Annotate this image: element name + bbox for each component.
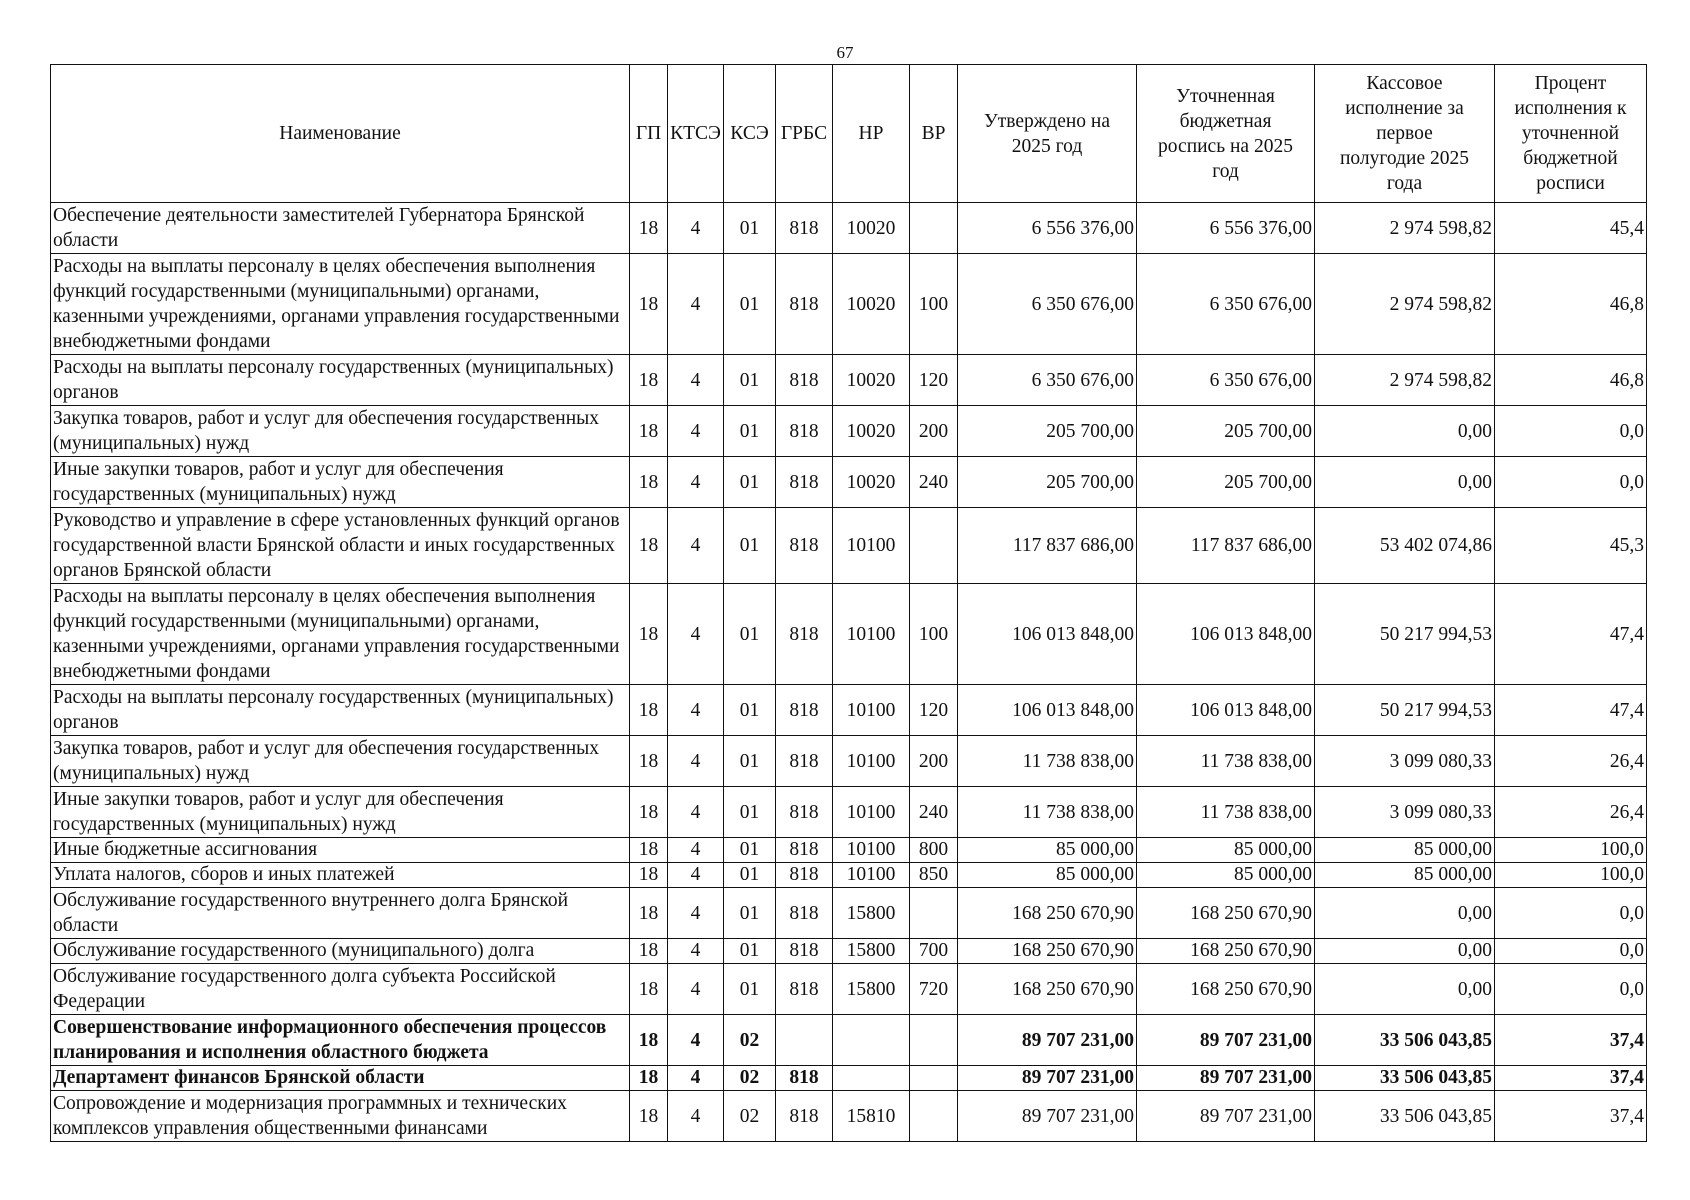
cell-ktse: 4 bbox=[668, 888, 724, 939]
cell-approved: 6 556 376,00 bbox=[958, 203, 1137, 254]
cell-gp: 18 bbox=[630, 203, 668, 254]
cell-ktse: 4 bbox=[668, 1015, 724, 1066]
cell-revised: 89 707 231,00 bbox=[1137, 1015, 1315, 1066]
cell-name: Уплата налогов, сборов и иных платежей bbox=[51, 863, 630, 888]
cell-gp: 18 bbox=[630, 1015, 668, 1066]
cell-revised: 168 250 670,90 bbox=[1137, 888, 1315, 939]
table-row bbox=[51, 838, 1647, 863]
table-row bbox=[51, 1091, 1647, 1142]
page-number: 67 bbox=[836, 43, 854, 62]
cell-approved: 85 000,00 bbox=[958, 838, 1137, 863]
cell-nr: 15810 bbox=[833, 1091, 910, 1142]
cell-gp: 18 bbox=[630, 254, 668, 355]
cell-ktse: 4 bbox=[668, 508, 724, 584]
cell-vr: 100 bbox=[910, 584, 958, 685]
cell-vr bbox=[910, 1066, 958, 1091]
cell-executed: 85 000,00 bbox=[1315, 838, 1495, 863]
cell-approved: 11 738 838,00 bbox=[958, 787, 1137, 838]
cell-name: Обслуживание государственного (муниципального) долга bbox=[51, 939, 630, 964]
cell-kse: 01 bbox=[724, 888, 776, 939]
cell-ktse: 4 bbox=[668, 406, 724, 457]
cell-name: Обслуживание государственного долга субъекта Российской Федерации bbox=[51, 964, 630, 1015]
cell-name: Расходы на выплаты персоналу государственных (муниципальных) органов bbox=[51, 355, 630, 406]
cell-grbs: 818 bbox=[776, 406, 833, 457]
cell-revised: 6 350 676,00 bbox=[1137, 355, 1315, 406]
cell-revised: 106 013 848,00 bbox=[1137, 584, 1315, 685]
cell-executed: 0,00 bbox=[1315, 964, 1495, 1015]
cell-ktse: 4 bbox=[668, 685, 724, 736]
cell-name: Обеспечение деятельности заместителей Губернатора Брянской области bbox=[51, 203, 630, 254]
cell-executed: 0,00 bbox=[1315, 888, 1495, 939]
cell-vr bbox=[910, 203, 958, 254]
cell-kse: 01 bbox=[724, 685, 776, 736]
cell-kse: 01 bbox=[724, 355, 776, 406]
cell-name: Закупка товаров, работ и услуг для обеспечения государственных (муниципальных) нужд bbox=[51, 736, 630, 787]
table-row bbox=[51, 685, 1647, 736]
cell-revised: 205 700,00 bbox=[1137, 406, 1315, 457]
cell-name: Руководство и управление в сфере установленных функций органов государственной власти Брянской области и иных государственных органов Брянской области bbox=[51, 508, 630, 584]
header-ktse: КТСЭ bbox=[668, 65, 724, 203]
header-percent: Процент исполнения к уточненной бюджетной росписи bbox=[1495, 65, 1647, 203]
cell-vr: 200 bbox=[910, 736, 958, 787]
cell-name: Совершенствование информационного обеспечения процессов планирования и исполнения областного бюджета bbox=[51, 1015, 630, 1066]
cell-percent: 45,3 bbox=[1495, 508, 1647, 584]
cell-grbs: 818 bbox=[776, 254, 833, 355]
cell-revised: 85 000,00 bbox=[1137, 838, 1315, 863]
cell-gp: 18 bbox=[630, 939, 668, 964]
table-row bbox=[51, 964, 1647, 1015]
cell-grbs: 818 bbox=[776, 685, 833, 736]
cell-gp: 18 bbox=[630, 457, 668, 508]
cell-grbs: 818 bbox=[776, 888, 833, 939]
cell-percent: 26,4 bbox=[1495, 736, 1647, 787]
cell-approved: 106 013 848,00 bbox=[958, 685, 1137, 736]
cell-revised: 168 250 670,90 bbox=[1137, 939, 1315, 964]
cell-percent: 45,4 bbox=[1495, 203, 1647, 254]
cell-nr: 10100 bbox=[833, 508, 910, 584]
cell-ktse: 4 bbox=[668, 964, 724, 1015]
cell-executed: 3 099 080,33 bbox=[1315, 736, 1495, 787]
cell-nr: 10020 bbox=[833, 355, 910, 406]
cell-grbs: 818 bbox=[776, 939, 833, 964]
table-row bbox=[51, 1066, 1647, 1091]
cell-kse: 01 bbox=[724, 736, 776, 787]
cell-revised: 11 738 838,00 bbox=[1137, 736, 1315, 787]
cell-approved: 11 738 838,00 bbox=[958, 736, 1137, 787]
cell-approved: 89 707 231,00 bbox=[958, 1066, 1137, 1091]
cell-percent: 0,0 bbox=[1495, 888, 1647, 939]
cell-grbs: 818 bbox=[776, 1091, 833, 1142]
cell-nr: 10020 bbox=[833, 203, 910, 254]
cell-kse: 01 bbox=[724, 787, 776, 838]
cell-approved: 168 250 670,90 bbox=[958, 964, 1137, 1015]
table-row bbox=[51, 254, 1647, 355]
table-row bbox=[51, 939, 1647, 964]
cell-vr: 700 bbox=[910, 939, 958, 964]
cell-grbs: 818 bbox=[776, 863, 833, 888]
cell-executed: 50 217 994,53 bbox=[1315, 685, 1495, 736]
cell-gp: 18 bbox=[630, 685, 668, 736]
cell-name: Иные закупки товаров, работ и услуг для обеспечения государственных (муниципальных) нужд bbox=[51, 787, 630, 838]
table-row bbox=[51, 355, 1647, 406]
cell-percent: 47,4 bbox=[1495, 685, 1647, 736]
table-row bbox=[51, 888, 1647, 939]
cell-approved: 6 350 676,00 bbox=[958, 355, 1137, 406]
cell-gp: 18 bbox=[630, 1091, 668, 1142]
header-nr: НР bbox=[833, 65, 910, 203]
cell-kse: 01 bbox=[724, 863, 776, 888]
table-row bbox=[51, 508, 1647, 584]
header-approved: Утверждено на 2025 год bbox=[958, 65, 1137, 203]
cell-nr: 10100 bbox=[833, 584, 910, 685]
cell-nr: 10020 bbox=[833, 406, 910, 457]
cell-revised: 6 556 376,00 bbox=[1137, 203, 1315, 254]
cell-name: Иные бюджетные ассигнования bbox=[51, 838, 630, 863]
table-row bbox=[51, 1015, 1647, 1066]
cell-nr: 15800 bbox=[833, 939, 910, 964]
cell-gp: 18 bbox=[630, 508, 668, 584]
cell-nr: 10100 bbox=[833, 863, 910, 888]
cell-gp: 18 bbox=[630, 406, 668, 457]
cell-name: Сопровождение и модернизация программных и технических комплексов управления общественными финансами bbox=[51, 1091, 630, 1142]
header-name: Наименование bbox=[51, 65, 630, 203]
cell-percent: 100,0 bbox=[1495, 863, 1647, 888]
cell-grbs: 818 bbox=[776, 508, 833, 584]
cell-percent: 0,0 bbox=[1495, 964, 1647, 1015]
cell-grbs: 818 bbox=[776, 203, 833, 254]
cell-percent: 26,4 bbox=[1495, 787, 1647, 838]
cell-gp: 18 bbox=[630, 584, 668, 685]
cell-percent: 0,0 bbox=[1495, 939, 1647, 964]
cell-nr: 10020 bbox=[833, 457, 910, 508]
cell-ktse: 4 bbox=[668, 203, 724, 254]
cell-name: Иные закупки товаров, работ и услуг для обеспечения государственных (муниципальных) нужд bbox=[51, 457, 630, 508]
cell-vr: 240 bbox=[910, 457, 958, 508]
cell-grbs: 818 bbox=[776, 355, 833, 406]
cell-revised: 117 837 686,00 bbox=[1137, 508, 1315, 584]
cell-executed: 33 506 043,85 bbox=[1315, 1015, 1495, 1066]
cell-gp: 18 bbox=[630, 787, 668, 838]
cell-gp: 18 bbox=[630, 736, 668, 787]
cell-revised: 6 350 676,00 bbox=[1137, 254, 1315, 355]
cell-ktse: 4 bbox=[668, 355, 724, 406]
cell-kse: 01 bbox=[724, 584, 776, 685]
cell-vr: 800 bbox=[910, 838, 958, 863]
cell-kse: 02 bbox=[724, 1015, 776, 1066]
cell-percent: 47,4 bbox=[1495, 584, 1647, 685]
cell-executed: 33 506 043,85 bbox=[1315, 1091, 1495, 1142]
cell-nr: 10100 bbox=[833, 685, 910, 736]
cell-nr: 15800 bbox=[833, 964, 910, 1015]
table-row bbox=[51, 736, 1647, 787]
cell-ktse: 4 bbox=[668, 457, 724, 508]
cell-nr: 10100 bbox=[833, 736, 910, 787]
table-row bbox=[51, 787, 1647, 838]
cell-executed: 2 974 598,82 bbox=[1315, 203, 1495, 254]
table-row bbox=[51, 584, 1647, 685]
cell-vr bbox=[910, 1091, 958, 1142]
cell-executed: 2 974 598,82 bbox=[1315, 355, 1495, 406]
cell-vr: 720 bbox=[910, 964, 958, 1015]
cell-gp: 18 bbox=[630, 355, 668, 406]
cell-revised: 89 707 231,00 bbox=[1137, 1066, 1315, 1091]
cell-percent: 46,8 bbox=[1495, 355, 1647, 406]
cell-nr bbox=[833, 1015, 910, 1066]
cell-revised: 168 250 670,90 bbox=[1137, 964, 1315, 1015]
cell-ktse: 4 bbox=[668, 1091, 724, 1142]
cell-executed: 0,00 bbox=[1315, 939, 1495, 964]
cell-percent: 37,4 bbox=[1495, 1091, 1647, 1142]
cell-kse: 02 bbox=[724, 1091, 776, 1142]
cell-ktse: 4 bbox=[668, 584, 724, 685]
cell-approved: 89 707 231,00 bbox=[958, 1015, 1137, 1066]
cell-approved: 117 837 686,00 bbox=[958, 508, 1137, 584]
cell-approved: 205 700,00 bbox=[958, 457, 1137, 508]
cell-approved: 168 250 670,90 bbox=[958, 939, 1137, 964]
cell-kse: 01 bbox=[724, 508, 776, 584]
table-row bbox=[51, 457, 1647, 508]
cell-kse: 02 bbox=[724, 1066, 776, 1091]
header-kse: КСЭ bbox=[724, 65, 776, 203]
cell-revised: 106 013 848,00 bbox=[1137, 685, 1315, 736]
cell-approved: 89 707 231,00 bbox=[958, 1091, 1137, 1142]
cell-approved: 168 250 670,90 bbox=[958, 888, 1137, 939]
cell-executed: 3 099 080,33 bbox=[1315, 787, 1495, 838]
table-header-row bbox=[51, 65, 1647, 203]
cell-name: Закупка товаров, работ и услуг для обеспечения государственных (муниципальных) нужд bbox=[51, 406, 630, 457]
cell-nr: 10020 bbox=[833, 254, 910, 355]
cell-nr: 10100 bbox=[833, 787, 910, 838]
cell-executed: 0,00 bbox=[1315, 457, 1495, 508]
cell-kse: 01 bbox=[724, 406, 776, 457]
cell-percent: 100,0 bbox=[1495, 838, 1647, 863]
cell-grbs: 818 bbox=[776, 457, 833, 508]
cell-name: Департамент финансов Брянской области bbox=[51, 1066, 630, 1091]
cell-percent: 37,4 bbox=[1495, 1066, 1647, 1091]
cell-gp: 18 bbox=[630, 863, 668, 888]
cell-kse: 01 bbox=[724, 254, 776, 355]
cell-vr bbox=[910, 508, 958, 584]
table-row bbox=[51, 203, 1647, 254]
cell-revised: 205 700,00 bbox=[1137, 457, 1315, 508]
cell-grbs: 818 bbox=[776, 787, 833, 838]
cell-grbs: 818 bbox=[776, 736, 833, 787]
table-row bbox=[51, 406, 1647, 457]
cell-executed: 2 974 598,82 bbox=[1315, 254, 1495, 355]
cell-approved: 106 013 848,00 bbox=[958, 584, 1137, 685]
cell-executed: 0,00 bbox=[1315, 406, 1495, 457]
cell-kse: 01 bbox=[724, 203, 776, 254]
cell-vr: 100 bbox=[910, 254, 958, 355]
cell-executed: 50 217 994,53 bbox=[1315, 584, 1495, 685]
cell-vr: 200 bbox=[910, 406, 958, 457]
cell-ktse: 4 bbox=[668, 838, 724, 863]
cell-gp: 18 bbox=[630, 888, 668, 939]
cell-kse: 01 bbox=[724, 457, 776, 508]
cell-vr bbox=[910, 888, 958, 939]
cell-nr bbox=[833, 1066, 910, 1091]
cell-vr: 120 bbox=[910, 685, 958, 736]
cell-ktse: 4 bbox=[668, 1066, 724, 1091]
cell-name: Расходы на выплаты персоналу в целях обеспечения выполнения функций государственными (муниципальными) органами, казенными учреждениями, органами управления государственными внебюджетными фондами bbox=[51, 254, 630, 355]
cell-grbs: 818 bbox=[776, 1066, 833, 1091]
cell-grbs: 818 bbox=[776, 964, 833, 1015]
header-grbs: ГРБС bbox=[776, 65, 833, 203]
header-executed: Кассовое исполнение за первое полугодие 2025 года bbox=[1315, 65, 1495, 203]
cell-grbs: 818 bbox=[776, 838, 833, 863]
cell-executed: 53 402 074,86 bbox=[1315, 508, 1495, 584]
cell-kse: 01 bbox=[724, 939, 776, 964]
cell-ktse: 4 bbox=[668, 787, 724, 838]
cell-kse: 01 bbox=[724, 964, 776, 1015]
cell-revised: 89 707 231,00 bbox=[1137, 1091, 1315, 1142]
table-row bbox=[51, 863, 1647, 888]
cell-gp: 18 bbox=[630, 838, 668, 863]
cell-vr bbox=[910, 1015, 958, 1066]
cell-ktse: 4 bbox=[668, 254, 724, 355]
cell-gp: 18 bbox=[630, 1066, 668, 1091]
cell-vr: 120 bbox=[910, 355, 958, 406]
cell-revised: 85 000,00 bbox=[1137, 863, 1315, 888]
cell-nr: 10100 bbox=[833, 838, 910, 863]
header-revised: Уточненная бюджетная роспись на 2025 год bbox=[1137, 65, 1315, 203]
cell-approved: 6 350 676,00 bbox=[958, 254, 1137, 355]
cell-vr: 850 bbox=[910, 863, 958, 888]
cell-ktse: 4 bbox=[668, 863, 724, 888]
cell-percent: 0,0 bbox=[1495, 406, 1647, 457]
cell-percent: 37,4 bbox=[1495, 1015, 1647, 1066]
header-vr: ВР bbox=[910, 65, 958, 203]
cell-executed: 85 000,00 bbox=[1315, 863, 1495, 888]
cell-vr: 240 bbox=[910, 787, 958, 838]
cell-revised: 11 738 838,00 bbox=[1137, 787, 1315, 838]
budget-table bbox=[50, 64, 1647, 1142]
cell-grbs bbox=[776, 1015, 833, 1066]
cell-grbs: 818 bbox=[776, 584, 833, 685]
cell-name: Расходы на выплаты персоналу в целях обеспечения выполнения функций государственными (муниципальными) органами, казенными учреждениями, органами управления государственными внебюджетными фондами bbox=[51, 584, 630, 685]
header-gp: ГП bbox=[630, 65, 668, 203]
cell-ktse: 4 bbox=[668, 939, 724, 964]
cell-approved: 205 700,00 bbox=[958, 406, 1137, 457]
cell-name: Расходы на выплаты персоналу государственных (муниципальных) органов bbox=[51, 685, 630, 736]
cell-gp: 18 bbox=[630, 964, 668, 1015]
cell-executed: 33 506 043,85 bbox=[1315, 1066, 1495, 1091]
cell-nr: 15800 bbox=[833, 888, 910, 939]
cell-percent: 46,8 bbox=[1495, 254, 1647, 355]
cell-percent: 0,0 bbox=[1495, 457, 1647, 508]
cell-name: Обслуживание государственного внутреннего долга Брянской области bbox=[51, 888, 630, 939]
cell-ktse: 4 bbox=[668, 736, 724, 787]
cell-approved: 85 000,00 bbox=[958, 863, 1137, 888]
cell-kse: 01 bbox=[724, 838, 776, 863]
